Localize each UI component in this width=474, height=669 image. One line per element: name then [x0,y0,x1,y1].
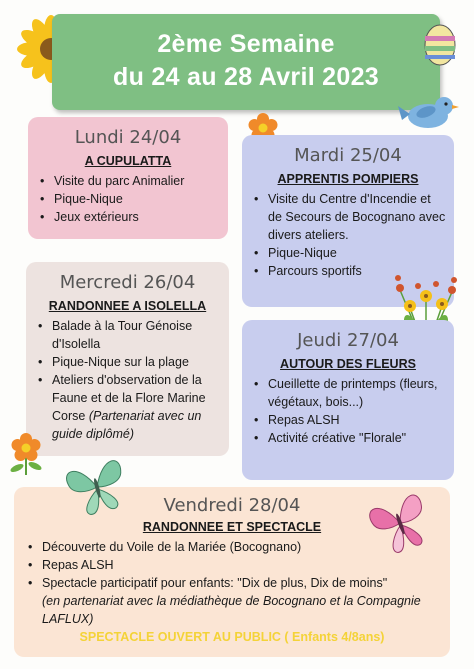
list-item: • Découverte du Voile de la Mariée (Bocognano) [24,538,440,556]
page-title: 2ème Semaine [157,30,335,58]
public-notice: SPECTACLE OUVERT AU PUBLIC ( Enfants 4/8ans) [79,630,385,644]
easter-egg-icon [423,22,457,66]
activity-theme: A CUPULATTA [84,154,172,168]
list-item: • Balade à la Tour Génoise d'Isolella [34,317,221,353]
day-title: Mercredi 26/04 [59,272,196,293]
activity-list [250,190,446,280]
day-title: Vendredi 28/04 [163,495,301,516]
list-item: • Repas ALSH [24,556,440,574]
list-item-text: Spectacle participatif pour enfants: "Dix de plus, Dix de moins" [42,576,388,590]
activity-theme: APPRENTIS POMPIERS [277,172,419,186]
activity-theme: RANDONNEE ET SPECTACLE [142,520,322,534]
list-item: • Activité créative "Florale" [250,429,446,447]
page-subtitle: du 24 au 28 Avril 2023 [113,63,379,91]
list-item: • Pique-Nique sur la plage [34,353,221,371]
list-item: • Pique-Nique [36,190,220,208]
list-item: • Jeux extérieurs [36,208,220,226]
partnership-note: (en partenariat avec la médiathèque de Bocognano et la Compagnie LAFLUX) [42,594,421,626]
day-title: Mardi 25/04 [294,145,402,166]
activity-theme: AUTOUR DES FLEURS [280,357,416,371]
list-item: • Parcours sportifs [250,262,446,280]
activity-list [36,172,220,226]
list-item: • Cueillette de printemps (fleurs, végétaux, bois...) [250,375,446,411]
partnership-note: (Partenariat avec un guide diplômé) [52,409,202,441]
activity-list [250,375,446,447]
activity-theme: RANDONNEE A ISOLELLA [48,299,207,313]
butterfly-icon [368,490,432,556]
list-item: • Visite du parc Animalier [36,172,220,190]
list-item: • Pique-Nique [250,244,446,262]
card-jeudi [242,320,454,480]
list-item [24,574,440,628]
bird-icon [398,92,460,132]
butterfly-icon [64,456,130,518]
list-item [34,371,221,443]
list-item-text: Ateliers d'observation de la Faune et de la Flore Marine Corse [52,373,206,423]
list-item: • Visite du Centre d'Incendie et de Secours de Bocognano avec divers ateliers. [250,190,446,244]
card-lundi [28,117,228,239]
title-banner [52,14,440,110]
activity-list [34,317,221,443]
card-mercredi [26,262,229,456]
list-item: • Repas ALSH [250,411,446,429]
day-title: Jeudi 27/04 [297,330,399,351]
flower-icon [8,432,44,476]
day-title: Lundi 24/04 [74,127,182,148]
